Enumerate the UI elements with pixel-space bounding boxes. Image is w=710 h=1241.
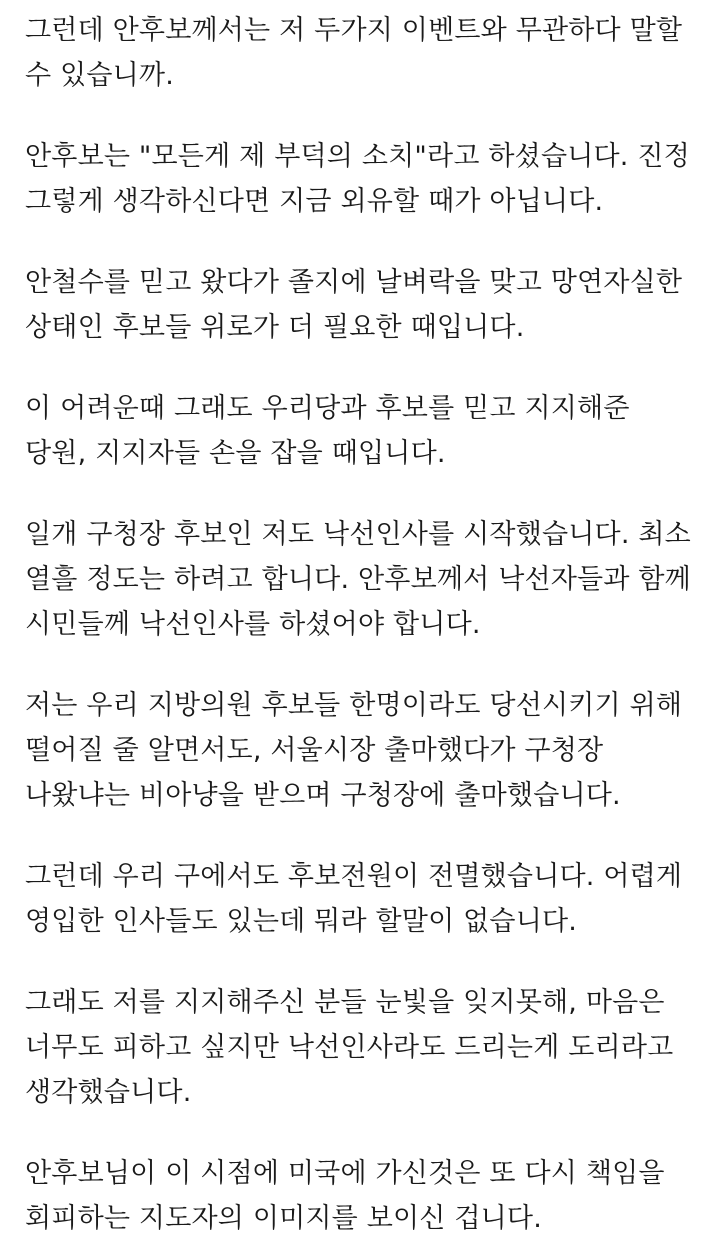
text-line: 당원, 지지자들 손을 잡을 때입니다. — [25, 438, 446, 469]
text-line: 그런데 안후보께서는 저 두가지 이벤트와 무관하다 말할 — [25, 15, 683, 46]
paragraph-7 — [25, 854, 690, 944]
text-line: 생각했습니다. — [25, 1077, 192, 1108]
text-line: 이 어려운때 그래도 우리당과 후보를 믿고 지지해준 — [25, 393, 630, 424]
paragraph-6 — [25, 683, 690, 818]
paragraph-5 — [25, 512, 690, 647]
paragraph-1 — [25, 8, 690, 98]
paragraph-3 — [25, 260, 690, 350]
text-line: 그렇게 생각하신다면 지금 외유할 때가 아닙니다. — [25, 186, 604, 217]
text-line: 너무도 피하고 싶지만 낙선인사라도 드리는게 도리라고 — [25, 1032, 674, 1063]
text-line: 그래도 저를 지지해주신 분들 눈빛을 잊지못해, 마음은 — [25, 987, 665, 1018]
text-line: 열흘 정도는 하려고 합니다. 안후보께서 낙선자들과 함께 — [25, 564, 691, 595]
text-line: 떨어질 줄 알면서도, 서울시장 출마했다가 구청장 — [25, 735, 604, 766]
text-line: 영입한 인사들도 있는데 뭐라 할말이 없습니다. — [25, 906, 578, 937]
paragraph-8 — [25, 980, 690, 1115]
text-line: 상태인 후보들 위로가 더 필요한 때입니다. — [25, 312, 525, 343]
paragraph-4 — [25, 386, 690, 476]
text-line: 일개 구청장 후보인 저도 낙선인사를 시작했습니다. 최소 — [25, 519, 691, 550]
text-line: 안후보는 "모든게 제 부덕의 소치"라고 하셨습니다. 진정 — [25, 141, 690, 172]
text-line: 안철수를 믿고 왔다가 졸지에 날벼락을 맞고 망연자실한 — [25, 267, 683, 298]
text-line: 저는 우리 지방의원 후보들 한명이라도 당선시키기 위해 — [25, 690, 683, 721]
text-line: 시민들께 낙선인사를 하셨어야 합니다. — [25, 609, 481, 640]
text-line: 안후보님이 이 시점에 미국에 가신것은 또 다시 책임을 — [25, 1158, 665, 1189]
text-line: 나왔냐는 비아냥을 받으며 구청장에 출마했습니다. — [25, 780, 621, 811]
text-line: 회피하는 지도자의 이미지를 보이신 겁니다. — [25, 1203, 542, 1234]
paragraph-9 — [25, 1151, 690, 1241]
text-line: 수 있습니까. — [25, 60, 174, 91]
text-line: 그런데 우리 구에서도 후보전원이 전멸했습니다. 어렵게 — [25, 861, 683, 892]
paragraph-2 — [25, 134, 690, 224]
